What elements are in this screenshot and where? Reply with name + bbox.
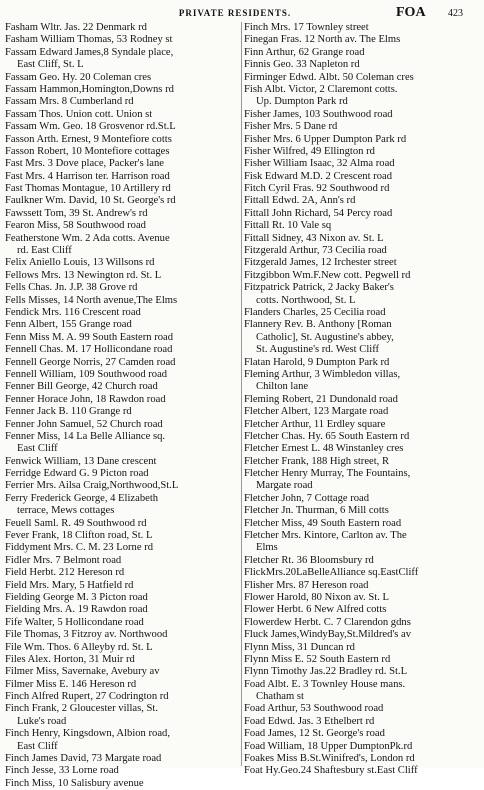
directory-entry: Foad James, 12 St. George's road — [244, 728, 385, 740]
directory-entry: Flannery Rev. B. Anthony [Roman — [244, 319, 392, 331]
directory-entry: Fielding George M. 3 Picton road — [5, 591, 148, 603]
directory-entry: Fletcher Miss, 49 South Eastern road — [244, 517, 402, 529]
directory-entry: Fielding Mrs. A. 19 Rawdon road — [5, 604, 148, 616]
directory-entry: Fenner John Samuel, 52 Church road — [5, 418, 163, 430]
directory-entry: Fawssett Tom, 39 St. Andrew's rd — [5, 207, 148, 219]
directory-entry: Finch James David, 73 Margate road — [5, 753, 162, 765]
entry-continuation: East Cliff — [17, 443, 58, 455]
directory-entry: Finch Miss, 10 Salisbury avenue — [5, 777, 144, 789]
directory-entry: Fife Walter, 5 Hollicondane road — [5, 616, 144, 628]
directory-entry: Fittall Rt. 10 Vale sq — [244, 220, 332, 232]
directory-entry: Faulkner Wm. David, 10 St. George's rd — [5, 195, 176, 207]
directory-entry: Fletcher Mrs. Kintore, Carlton av. The — [244, 530, 407, 542]
directory-entry: Filmer Miss E. 146 Hereson rd — [5, 678, 137, 690]
directory-entry: Fletcher Jn. Thurman, 6 Mill cotts — [244, 505, 389, 517]
directory-entry: Fast Mrs. 4 Harrison ter. Harrison road — [5, 170, 170, 182]
directory-entry: Flanders Charles, 25 Cecilia road — [244, 306, 386, 318]
directory-entry: Flynn Miss E. 52 South Eastern rd — [244, 653, 391, 665]
directory-entry: Fennell Chas. M. 17 Hollicondane road — [5, 344, 173, 356]
entry-continuation: Margate road — [256, 480, 313, 492]
directory-entry: Fitch Cyril Fras. 92 Southwood rd — [244, 183, 390, 195]
directory-entry: Flowerdew Herbt. C. 7 Clarendon gdns — [244, 616, 411, 628]
directory-entry: Fassam Thos. Union cott. Union st — [5, 108, 153, 120]
directory-entry: Foad Edwd. Jas. 3 Ethelbert rd — [244, 715, 375, 727]
directory-entry: Fletcher Chas. Hy. 65 South Eastern rd — [244, 430, 410, 442]
directory-entry: Fittall Sidney, 43 Nixon av. St. L — [244, 232, 384, 244]
directory-entry: Fast Mrs. 3 Dove place, Packer's lane — [5, 158, 165, 170]
directory-entry: Fassam Geo. Hy. 20 Coleman cres — [5, 71, 152, 83]
directory-entry: Fitzgibbon Wm.F.New cott. Pegwell rd — [244, 269, 411, 281]
directory-entry: Fisher Mrs. 6 Upper Dumpton Park rd — [244, 133, 407, 145]
directory-entry: Finch Alfred Rupert, 27 Codrington rd — [5, 691, 169, 703]
directory-entry: Field Herbt. 212 Hereson rd — [5, 567, 125, 579]
entry-continuation: Chatham st — [256, 691, 304, 703]
directory-entry: Fearon Miss, 58 Southwood road — [5, 220, 146, 232]
right-column — [244, 22, 478, 778]
directory-entry: Fennell George Norris, 27 Camden road — [5, 356, 176, 368]
directory-entry: Fendick Mrs. 116 Crescent road — [5, 306, 141, 318]
directory-entry: Fitzgerald James, 12 Irchester street — [244, 257, 397, 269]
directory-entry: Foad Arthur, 53 Southwood road — [244, 703, 384, 715]
directory-entry: Flisher Mrs. 87 Hereson road — [244, 579, 369, 591]
directory-entry: Fassam Mrs. 8 Cumberland rd — [5, 96, 134, 108]
directory-entry: Fasson Robert, 10 Montefiore cottages — [5, 145, 170, 157]
directory-entry: Fittall Edwd. 2A, Ann's rd — [244, 195, 356, 207]
directory-entry: FlickMrs.20LaBelleAlliance sq.EastCliff — [244, 567, 419, 579]
directory-entry: Featherstone Wm. 2 Ada cotts. Avenue — [5, 232, 170, 244]
directory-entry: Firminger Edwd. Albt. 50 Coleman cres — [244, 71, 414, 83]
page-header — [0, 5, 484, 23]
directory-entry: Fletcher John, 7 Cottage road — [244, 492, 370, 504]
directory-entry: Flynn Miss, 31 Duncan rd — [244, 641, 355, 653]
directory-entry: Fasson Arth. Ernest, 9 Montefiore cotts — [5, 133, 172, 145]
directory-entry: Fever Frank, 18 Clifton road, St. L — [5, 530, 153, 542]
directory-entry: Field Mrs. Mary, 5 Hatfield rd — [5, 579, 134, 591]
directory-entry: Fells Chas. Jn. J.P. 38 Grove rd — [5, 282, 138, 294]
directory-entry: Fittall John Richard, 54 Percy road — [244, 207, 393, 219]
entry-continuation: Up. Dumpton Park rd — [256, 96, 348, 108]
directory-entry: Fletcher Frank, 188 High street, R — [244, 455, 390, 467]
directory-entry: Flatan Harold, 9 Dumpton Park rd — [244, 356, 390, 368]
page-number: 423 — [448, 8, 463, 19]
directory-entry: Flynn Timothy Jas.22 Bradley rd. St.L — [244, 666, 408, 678]
directory-entry: Foad Albt. E. 3 Townley House mans. — [244, 678, 406, 690]
directory-entry: Fellows Mrs. 13 Newington rd. St. L — [5, 269, 162, 281]
directory-entry: Fletcher Albert, 123 Margate road — [244, 406, 389, 418]
directory-entry: Fiddyment Mrs. C. M. 23 Lorne rd — [5, 542, 154, 554]
directory-entry: Foad William, 18 Upper DumptonPk.rd — [244, 740, 413, 752]
column-divider — [241, 22, 242, 766]
directory-entry: Fletcher Ernest L. 48 Winstanley cres — [244, 443, 404, 455]
directory-entry: Fassam Hammon,Homington,Downs rd — [5, 83, 174, 95]
entry-continuation: rd. East Cliff — [17, 245, 72, 257]
directory-entry: Finegan Fras. 12 North av. The Elms — [244, 34, 401, 46]
entry-continuation: Chilton lane — [256, 381, 309, 393]
directory-entry: Fells Misses, 14 North avenue,The Elms — [5, 294, 178, 306]
entry-continuation: East Cliff, St. L — [17, 59, 84, 71]
entry-continuation: Elms — [256, 542, 278, 554]
directory-entry: Flower Harold, 80 Nixon av. St. L — [244, 591, 389, 603]
directory-entry: Fisk Edward M.D. 2 Crescent road — [244, 170, 392, 182]
directory-entry: Finn Arthur, 62 Grange road — [244, 46, 365, 58]
directory-entry: Finch Jesse, 33 Lorne road — [5, 765, 119, 777]
directory-entry: Fleming Arthur, 3 Wimbledon villas, — [244, 368, 401, 380]
directory-entry: Fisher Wilfred, 49 Ellington rd — [244, 145, 375, 157]
entry-continuation: Luke's road — [17, 715, 67, 727]
directory-entry: Filmer Miss, Savernake, Avebury av — [5, 666, 160, 678]
directory-entry: Fennell William, 109 Southwood road — [5, 368, 168, 380]
directory-entry: Fast Thomas Montague, 10 Artillery rd — [5, 183, 171, 195]
directory-entry: Flower Herbt. 6 New Alfred cotts — [244, 604, 387, 616]
section-title: PRIVATE RESIDENTS. — [178, 8, 292, 18]
directory-entry: Finch Frank, 2 Gloucester villas, St. — [5, 703, 159, 715]
directory-entry: Fenner Jack B. 110 Grange rd — [5, 406, 132, 418]
directory-entry: Fassam Edward James,8 Syndale place, — [5, 46, 174, 58]
directory-entry: Fenwick William, 13 Dane crescent — [5, 455, 157, 467]
directory-entry: Fisher Mrs. 5 Dane rd — [244, 121, 338, 133]
entry-continuation: East Cliff — [17, 740, 58, 752]
directory-entry: Finch Henry, Kingsdown, Albion road, — [5, 728, 170, 740]
directory-entry: Fleming Robert, 21 Dundonald road — [244, 393, 398, 405]
directory-entry: Fenner Horace John, 18 Rawdon road — [5, 393, 166, 405]
directory-entry: Fenner Miss, 14 La Belle Alliance sq. — [5, 430, 166, 442]
directory-entry: Fletcher Arthur, 11 Erdley square — [244, 418, 386, 430]
directory-entry: Fenner Bill George, 42 Church road — [5, 381, 158, 393]
directory-entry: Fisher James, 103 Southwood road — [244, 108, 393, 120]
directory-entry: Fenn Miss M. A. 99 South Eastern road — [5, 331, 174, 343]
directory-entry: Foat Hy.Geo.24 Shaftesbury st.East Cliff — [244, 765, 418, 777]
directory-entry: Fenn Albert, 155 Grange road — [5, 319, 132, 331]
entry-continuation: St. Augustine's rd. West Cliff — [256, 344, 380, 356]
directory-entry: Fidler Mrs. 7 Belmont road — [5, 554, 122, 566]
entry-continuation: cotts. Northwood, St. L — [256, 294, 356, 306]
directory-entry: Fisher William Isaac, 32 Alma road — [244, 158, 395, 170]
entry-continuation: Catholic], St. Augustine's abbey, — [256, 331, 394, 343]
left-column — [5, 22, 241, 790]
directory-entry: Fasham William Thomas, 53 Rodney st — [5, 34, 173, 46]
directory-entry: Fluck James,WindyBay,St.Mildred's av — [244, 629, 412, 641]
directory-entry: File Thomas, 3 Fitzroy av. Northwood — [5, 629, 168, 641]
directory-entry: Fasham Wltr. Jas. 22 Denmark rd — [5, 22, 147, 33]
directory-entry: Fish Albt. Victor, 2 Claremont cotts. — [244, 83, 398, 95]
directory-entry: Feuell Saml. R. 49 Southwood rd — [5, 517, 147, 529]
index-key: FOA — [396, 5, 426, 20]
directory-entry: Fitzpatrick Patrick, 2 Jacky Baker's — [244, 282, 394, 294]
entry-continuation: terrace, Mews cottages — [17, 505, 115, 517]
directory-entry: Files Alex. Horton, 31 Muir rd — [5, 653, 135, 665]
directory-entry: Finnis Geo. 33 Napleton rd — [244, 59, 360, 71]
directory-entry: Ferridge Edward G. 9 Picton road — [5, 468, 149, 480]
directory-entry: File Wm. Thos. 6 Alleyby rd. St. L — [5, 641, 153, 653]
directory-entry: Finch Mrs. 17 Townley street — [244, 22, 369, 33]
directory-entry: Fletcher Rt. 36 Bloomsbury rd — [244, 554, 374, 566]
directory-entry: Ferrier Mrs. Ailsa Craig,Northwood,St.L — [5, 480, 179, 492]
directory-entry: Foakes Miss B.St.Winifred's, London rd — [244, 753, 415, 765]
directory-entry: Ferry Frederick George, 4 Elizabeth — [5, 492, 159, 504]
directory-entry: Fassam Wm. Geo. 18 Grosvenor rd.St.L — [5, 121, 176, 133]
directory-entry: Fletcher Henry Murray, The Fountains, — [244, 468, 411, 480]
directory-entry: Fitzgerald Arthur, 73 Cecilia road — [244, 245, 387, 257]
directory-entry: Felix Aniello Louis, 13 Willsons rd — [5, 257, 155, 269]
